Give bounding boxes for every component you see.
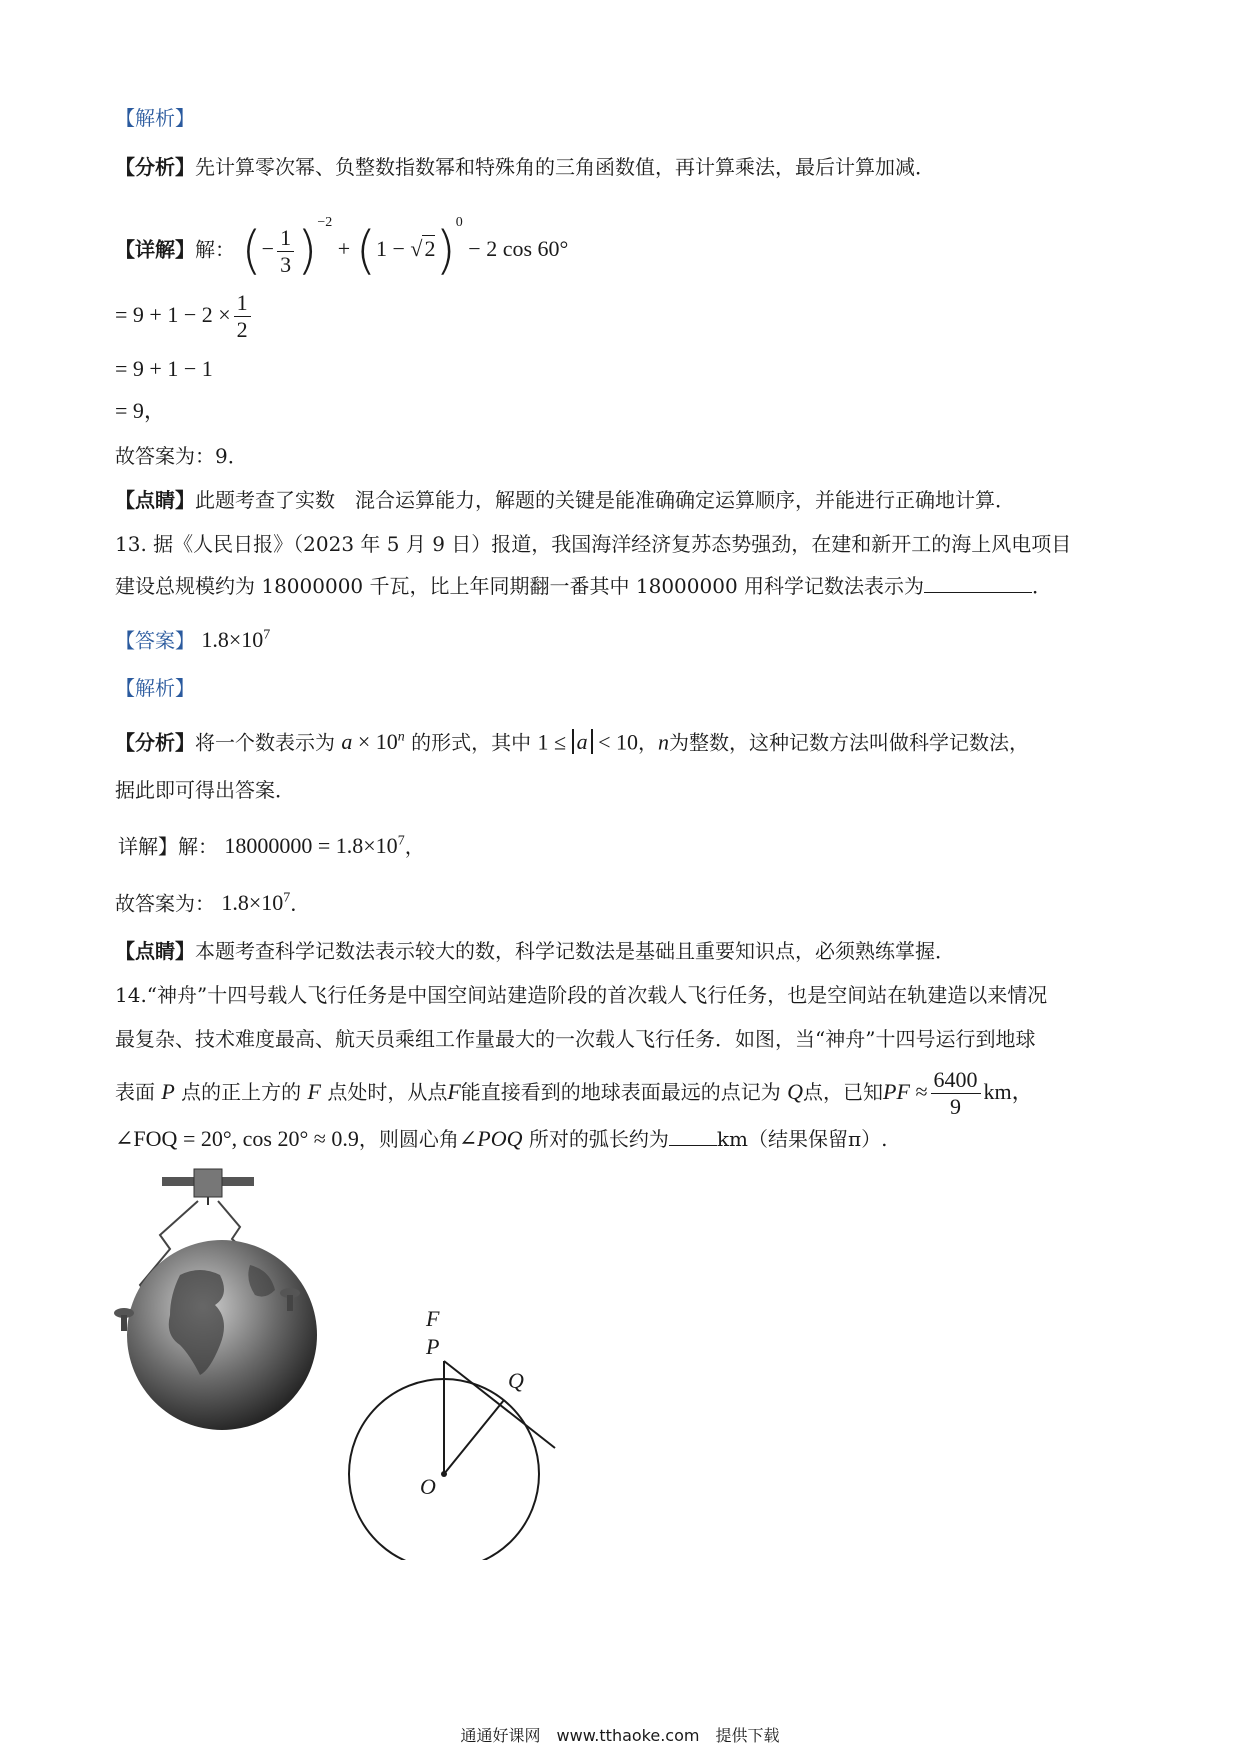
sci-form: $a \times 10^n$	[341, 729, 405, 755]
q14-blank	[669, 1127, 717, 1146]
analysis-line	[115, 153, 935, 181]
frac-den: 9	[950, 1094, 962, 1119]
step3: = 9，	[115, 398, 166, 423]
dianjing-12	[115, 486, 1015, 514]
point-o	[441, 1471, 447, 1477]
pf-label: PF	[883, 1079, 910, 1104]
q14-l4b: ，则圆心角	[358, 1127, 459, 1151]
q13-analysis-a: 将一个数表示为	[195, 730, 335, 755]
label-p: P	[426, 1334, 440, 1359]
q13-answer	[115, 622, 270, 654]
q13-final-prefix: 故答案为：	[115, 891, 215, 916]
answer-base: 1.8×10	[201, 627, 264, 653]
q13-dianjing-tag: 【点睛】	[115, 939, 195, 963]
answer-value	[201, 627, 270, 652]
label-f: F	[426, 1306, 440, 1331]
q13-line2	[115, 572, 1052, 600]
step1-text: = 9 + 1 − 2 ×	[115, 302, 231, 327]
segment-oq	[444, 1400, 504, 1474]
q13-final-exp: 7	[283, 891, 291, 906]
tangent-line-fq	[444, 1361, 555, 1448]
globe-satellite-illustration	[110, 1165, 330, 1435]
detail-tag: 【详解】	[115, 237, 195, 262]
q13-analysis-c: 为整数，这种记数方法叫做科学记数法，	[669, 730, 1029, 755]
answer-exp: 7	[263, 628, 271, 643]
step1: = 9 + 1 − 2 × $\frac{1}{2}$	[115, 290, 254, 343]
q14-l3c: 点处时，从点	[327, 1080, 448, 1104]
q13-final-value	[221, 890, 290, 915]
n-var: n	[658, 729, 669, 755]
q14-line3: 表面 P 点的正上方的 F 点处时，从点F能直接看到的地球表面最远的点记为 Q点，已知PF ≈ $\frac{6400}{9}$ km，	[115, 1067, 1034, 1119]
satellite-icon	[162, 1169, 254, 1205]
q13-final	[115, 885, 310, 917]
q14-l4c: ∠POQ	[458, 1126, 523, 1151]
q13-analysis-tag: 【分析】	[115, 730, 195, 755]
q13-line2-text: 建设总规模约为 18000000 千瓦，比上年同期翻一番其中 18000000 用科学记数法表示为	[115, 574, 925, 598]
q13-analysis-b: 的形式，其中	[411, 730, 532, 755]
q14-l3e: 点，已知	[803, 1080, 884, 1104]
q13-final-base: 1.8×10	[221, 890, 284, 916]
jiexi-label: 【解析】	[115, 106, 195, 130]
detail-line	[115, 215, 569, 282]
dianjing-tag: 【点睛】	[115, 488, 195, 512]
q14-line4	[115, 1125, 887, 1153]
page-footer: 通通好课网 www.tthaoke.com 提供下载	[460, 1726, 780, 1745]
detail-expression: (− $\frac{1}{3}$ )$^{-2} + (1 - √2)^0 - 2$ cos 60°	[241, 215, 569, 282]
q13-analysis-line2: 据此即可得出答案．	[115, 778, 295, 802]
var-f: F	[307, 1079, 321, 1104]
q13-detail	[118, 828, 425, 860]
q13-jiexi: 【解析】	[115, 676, 195, 700]
q13-analysis: 【分析】将一个数表示为 $a \times 10^n$ 的形式，其中 1 ≤ a < 10，n为整数，这种记数方法叫做科学记数法，	[115, 729, 1029, 755]
q14-line2: 最复杂、技术难度最高、航天员乘组工作量最大的一次载人飞行任务．如图，当“神舟”十四号运行到地球	[115, 1027, 1036, 1051]
q13-dianjing-text: 本题考查科学记数法表示较大的数，科学记数法是基础且重要知识点，必须熟练掌握．	[195, 939, 955, 963]
q13-detail-expr	[224, 833, 404, 858]
q13-final-end: ．	[290, 891, 311, 916]
var-f2: F	[447, 1079, 461, 1104]
pf-fraction	[931, 1067, 981, 1120]
var-p: P	[161, 1079, 175, 1104]
q14-l3d: 能直接看到的地球表面最远的点记为	[460, 1080, 781, 1104]
q14-l4d: 所对的弧长约为	[528, 1127, 669, 1151]
var-q: Q	[787, 1079, 804, 1104]
q13-detail-tag: 详解】解：	[118, 834, 218, 859]
answer-tag: 【答案】	[115, 628, 195, 653]
answer-12: 故答案为：9．	[115, 444, 248, 468]
inequality: 1 ≤ a < 10	[537, 729, 638, 755]
unit-km: km，	[983, 1079, 1034, 1104]
detail-prefix: 解：	[195, 237, 235, 262]
q14-l3a: 表面	[115, 1080, 155, 1104]
q14-l4e: km（结果保留π）.	[716, 1127, 888, 1151]
q14-l3b: 点的正上方的	[181, 1080, 302, 1104]
label-o: O	[420, 1474, 436, 1499]
geometry-diagram	[340, 1310, 580, 1560]
label-q: Q	[508, 1368, 524, 1393]
analysis-tag: 【分析】	[115, 155, 195, 179]
dianjing-text: 此题考查了实数 混合运算能力，解题的关键是能准确确定运算顺序，并能进行正确地计算．	[195, 488, 1015, 512]
q13-blank	[924, 574, 1032, 593]
step2: = 9 + 1 − 1	[115, 356, 213, 381]
q13-line1: 13. 据《人民日报》（2023 年 5 月 9 日）报道，我国海洋经济复苏态势强劲，在建和新开工的海上风电项目	[115, 532, 1072, 556]
q14-line1: 14.“神舟”十四号载人飞行任务是中国空间站建造阶段的首次载人飞行任务，也是空间站在轨建造以来情况	[115, 983, 1048, 1007]
analysis-text: 先计算零次幂、负整数指数幂和特殊角的三角函数值，再计算乘法，最后计算加减．	[195, 155, 935, 179]
q13-detail-expr-text: 18000000 = 1.8×10	[224, 833, 398, 859]
q13-detail-exp: 7	[397, 834, 405, 849]
q13-line2-end: ．	[1032, 574, 1053, 598]
q13-dianjing	[115, 937, 955, 965]
frac-num: 6400	[931, 1067, 981, 1094]
q13-detail-end: ，	[404, 834, 425, 859]
q14-l4a: ∠FOQ = 20°, cos 20° ≈ 0.9	[115, 1126, 359, 1151]
